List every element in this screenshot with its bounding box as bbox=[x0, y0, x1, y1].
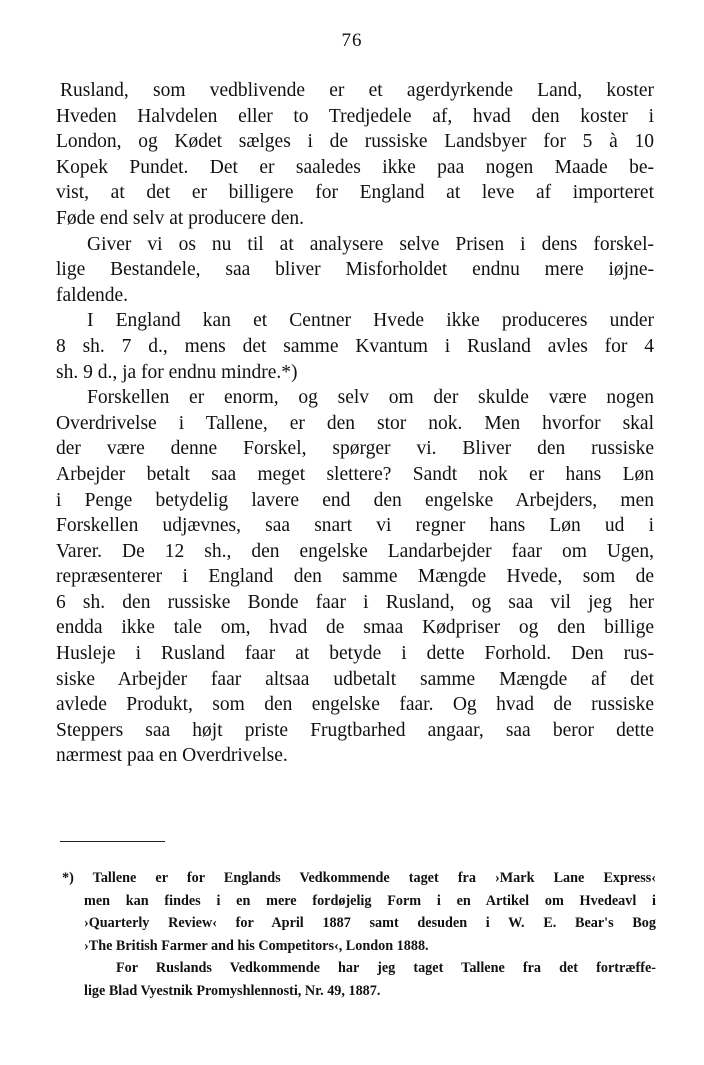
text-line: repræsenterer i England den samme Mængde Hvede, som de bbox=[56, 566, 654, 588]
text-line: vist, at det er billigere for England at leve af importeret bbox=[56, 182, 654, 204]
footnote-line: men kan findes i en mere fordøjelig Form i en Artikel om Hvedeavl i bbox=[84, 892, 656, 909]
page-number: 76 bbox=[341, 30, 363, 51]
text-line: Overdrivelse i Tallene, er den stor nok. Men hvorfor skal bbox=[56, 412, 654, 434]
text-line: 6 sh. den russiske Bonde faar i Rusland, og saa vil jeg her bbox=[56, 591, 654, 613]
text-line: siske Arbejder faar altsaa udbetalt samme Mængde af det bbox=[56, 668, 654, 690]
footnote-line: ›Quarterly Review‹ for April 1887 samt desuden i W. E. Bear's Bog bbox=[84, 915, 656, 932]
main-text bbox=[56, 78, 654, 769]
text-line: Arbejder betalt saa meget slettere? Sandt nok er hans Løn bbox=[56, 463, 654, 485]
text-line: faldende. bbox=[56, 284, 129, 306]
footnote-line: lige Blad Vyestnik Promyshlennosti, Nr. 49, 1887. bbox=[84, 982, 381, 999]
text-line: der være denne Forskel, spørger vi. Bliver den russiske bbox=[56, 438, 654, 460]
text-line: London, og Kødet sælges i de russiske Landsbyer for 5 à 10 bbox=[56, 131, 654, 153]
text-line: I England kan et Centner Hvede ikke produceres under bbox=[87, 310, 654, 332]
footnote-line: For Ruslands Vedkommende har jeg taget Tallene fra det fortræffe- bbox=[116, 960, 656, 977]
footnote-divider bbox=[60, 841, 165, 842]
text-line: Kopek Pundet. Det er saaledes ikke paa nogen Maade be- bbox=[56, 156, 654, 178]
text-line: Giver vi os nu til at analysere selve Prisen i dens forskel- bbox=[87, 233, 654, 255]
text-line: Husleje i Rusland faar at betyde i dette Forhold. Den rus- bbox=[56, 643, 654, 665]
text-line: Forskellen udjævnes, saa snart vi regner hans Løn ud i bbox=[56, 515, 654, 537]
text-line: sh. 9 d., ja for endnu mindre.*) bbox=[56, 361, 298, 383]
text-line: Hveden Halvdelen eller to Tredjedele af, hvad den koster i bbox=[56, 105, 654, 127]
text-line: avlede Produkt, som den engelske faar. Og hvad de russiske bbox=[56, 694, 654, 716]
text-line: Steppers saa højt priste Frugtbarhed angaar, saa beror dette bbox=[56, 719, 654, 741]
text-line: nærmest paa en Overdrivelse. bbox=[56, 745, 288, 767]
text-line: 8 sh. 7 d., mens det samme Kvantum i Rusland avles for 4 bbox=[56, 335, 654, 357]
footnote bbox=[62, 867, 656, 1003]
text-line: i Penge betydelig lavere end den engelske Arbejders, men bbox=[56, 489, 654, 511]
text-line: Varer. De 12 sh., den engelske Landarbejder faar om Ugen, bbox=[56, 540, 654, 562]
text-line: Rusland, som vedblivende er et agerdyrkende Land, koster bbox=[60, 80, 654, 101]
footnote-line: ›The British Farmer and his Competitors‹, London 1888. bbox=[84, 937, 429, 954]
text-line: endda ikke tale om, hvad de smaa Kødpriser og den billige bbox=[56, 617, 654, 639]
text-line: Forskellen er enorm, og selv om der skulde være nogen bbox=[87, 387, 654, 409]
text-line: Føde end selv at producere den. bbox=[56, 207, 304, 229]
text-line: lige Bestandele, saa bliver Misforholdet endnu mere iøjne- bbox=[56, 259, 654, 281]
footnote-line: *) Tallene er for Englands Vedkommende taget fra ›Mark Lane Express‹ bbox=[62, 870, 656, 886]
